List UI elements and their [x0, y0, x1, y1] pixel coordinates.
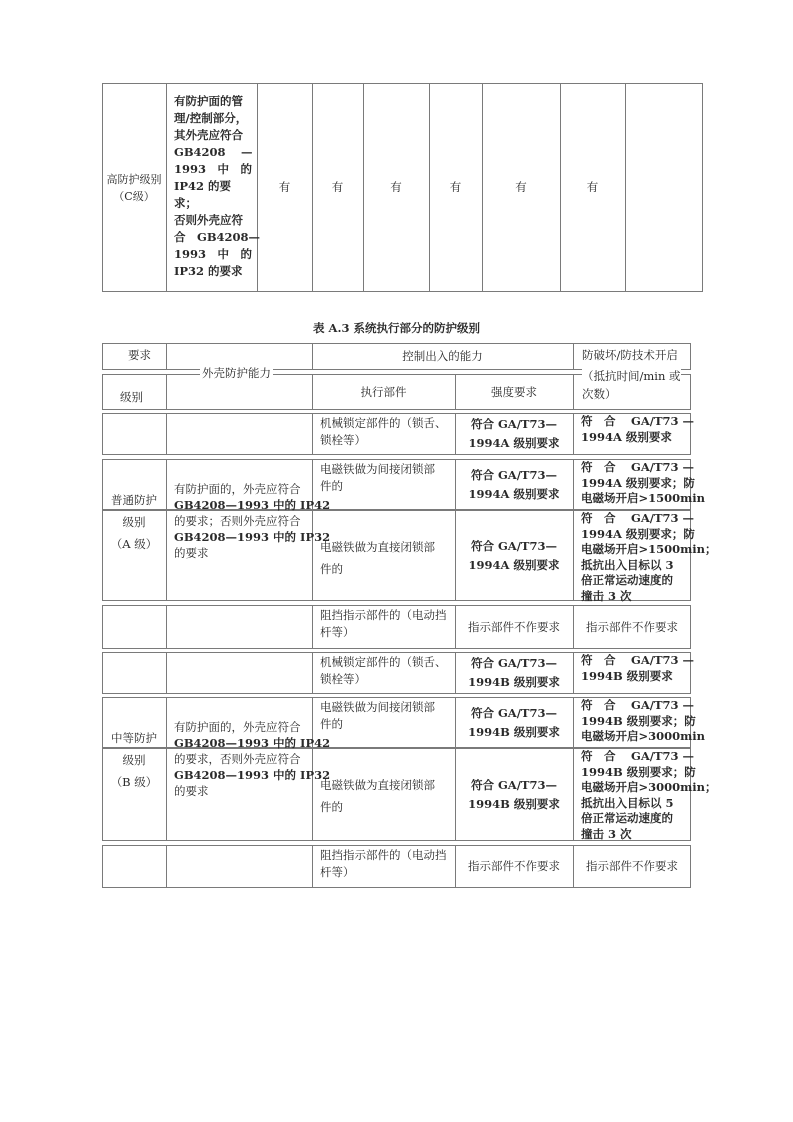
text-line: 的要求；否则外壳应符合 — [174, 514, 301, 528]
column-divider — [312, 652, 313, 694]
anti-damage-cell — [581, 460, 706, 507]
text-line: 1994B 级别要求；防 — [581, 713, 696, 728]
value-cell: 有 — [278, 180, 291, 194]
column-divider — [312, 413, 313, 455]
text-line: 1994A 级别要求 — [468, 486, 560, 501]
level-label: 级别 — [122, 753, 146, 767]
text-line: 电磁铁做为间接闭锁部 — [320, 462, 435, 476]
header-control-io: 控制出入的能力 — [402, 349, 483, 363]
text-line: 1994B 级别要求 — [468, 724, 560, 739]
level-cell — [102, 489, 166, 555]
level-grade: （C级） — [113, 189, 155, 203]
column-divider — [312, 605, 313, 649]
column-divider — [573, 510, 574, 601]
actuator-cell — [320, 461, 451, 495]
text-line: 锁栓等） — [320, 672, 366, 686]
text-line: 1994A 级别要求；防 — [581, 526, 695, 541]
text-line: 1994B 级别要求 — [581, 668, 673, 683]
strength-cell — [455, 652, 573, 694]
anti-damage-cell — [573, 605, 691, 649]
text-line: 符 合 GA/T73 — — [581, 749, 695, 763]
text-line: 电磁铁做为直接闭锁部 — [320, 778, 435, 792]
text-line: 倍正常运动速度的 — [581, 811, 673, 825]
text-line: 指示部件不作要求 — [468, 619, 560, 634]
text-line: 杆等） — [320, 865, 355, 879]
text-line: 符合 GA/T73— — [470, 777, 557, 792]
text-line: GB4208—1993 中的 IP42 — [174, 498, 331, 512]
value-cell: 有 — [449, 180, 462, 194]
level-cell — [102, 727, 166, 793]
text-line: 符 合 GA/T73 — — [581, 511, 695, 525]
text-line: 指示部件不作要求 — [468, 859, 560, 873]
column-divider — [166, 343, 167, 370]
text-line: 有防护面的，外壳应符合 — [174, 720, 301, 734]
column-divider — [166, 374, 167, 410]
housing-cell — [174, 719, 331, 799]
text-line: 的要求，否则外壳应符合 — [174, 752, 301, 766]
header-strength: 强度要求 — [491, 384, 537, 399]
text-line: 倍正常运动速度的 — [581, 573, 673, 587]
strength-cell — [455, 697, 573, 748]
text-line: GB4208—1993 中的 IP32 — [174, 768, 331, 782]
text-line: 杆等） — [320, 625, 355, 639]
text-line: 的要求 — [174, 784, 209, 798]
column-divider — [573, 374, 574, 410]
housing-cell — [174, 481, 331, 561]
level-label: （A 级） — [110, 537, 158, 551]
housing-line: 否则外壳应符 — [174, 213, 243, 227]
housing-line: 合 GB4208— — [174, 230, 261, 244]
text-line: 件的 — [320, 562, 343, 576]
column-divider — [166, 459, 167, 510]
text-line: 撞击 3 次 — [581, 588, 632, 603]
housing-line: IP32 的要求 — [174, 264, 243, 278]
strength-cell — [455, 413, 573, 455]
value-cell: 有 — [331, 180, 344, 194]
text-line: 有防护面的，外壳应符合 — [174, 482, 301, 496]
text-line: 1994B 级别要求 — [468, 796, 560, 811]
text-line: 1994A 级别要求 — [468, 436, 560, 450]
column-divider — [166, 83, 167, 292]
text-line: 件的 — [320, 717, 343, 731]
table-caption: 表 A.3 系统执行部分的防护级别 — [313, 321, 480, 335]
strength-cell — [455, 845, 573, 888]
level-label: 高防护级别 — [106, 172, 162, 186]
anti-damage-cell — [581, 698, 706, 745]
text-line: 符 合 GA/T73 — — [581, 460, 695, 474]
text-line: 符合 GA/T73— — [470, 705, 557, 720]
column-divider — [573, 697, 574, 748]
column-divider — [312, 748, 313, 841]
column-divider — [166, 510, 167, 601]
text-line: 电磁场开启>3000min； — [581, 780, 717, 794]
text-line: 电磁铁做为间接闭锁部 — [320, 700, 435, 714]
header-anti-damage-3: 次数） — [582, 387, 617, 401]
actuator-cell — [320, 415, 451, 449]
text-line: 电磁场开启>1500min； — [581, 542, 717, 556]
housing-line: 其外壳应符合 — [174, 128, 243, 142]
text-line: 电磁铁做为直接闭锁部 — [320, 540, 435, 554]
column-divider — [166, 748, 167, 841]
text-line: 1994B 级别要求；防 — [581, 764, 696, 779]
text-line: 符 合 GA/T73 — — [581, 653, 695, 667]
text-line: 电磁场开启>1500min — [581, 491, 706, 505]
text-line: 机械锁定部件的（锁舌、 — [320, 416, 447, 430]
header-anti-damage-2: （抵抗时间/min 或 — [582, 369, 681, 383]
level-cell — [102, 83, 166, 292]
text-line: 抵抗出入目标以 3 — [581, 557, 674, 572]
column-divider — [166, 845, 167, 888]
header-anti-damage-1: 防破坏/防技术开启 — [582, 348, 678, 362]
column-divider — [573, 343, 574, 370]
text-line: 指示部件不作要求 — [586, 859, 678, 873]
column-divider — [166, 697, 167, 748]
header-level: 级别 — [120, 390, 143, 404]
housing-line: 理/控制部分， — [174, 111, 248, 125]
text-line: 符合 GA/T73— — [470, 417, 557, 431]
text-line: 1994B 级别要求 — [468, 675, 560, 689]
anti-damage-cell — [581, 749, 717, 842]
value-cell: 有 — [586, 180, 599, 194]
column-divider — [312, 510, 313, 601]
text-line: 的要求 — [174, 546, 209, 560]
text-line: 件的 — [320, 800, 343, 814]
housing-line: 1993 中 的 — [174, 162, 253, 176]
anti-damage-cell — [581, 653, 695, 684]
actuator-cell — [320, 847, 451, 881]
anti-damage-cell — [581, 414, 695, 445]
actuator-cell — [320, 607, 451, 641]
text-line: 1994A 级别要求 — [581, 429, 672, 444]
level-label: 级别 — [122, 515, 146, 529]
column-divider — [573, 652, 574, 694]
column-divider — [573, 413, 574, 455]
header-actuator: 执行部件 — [360, 384, 407, 399]
header-housing: 外壳防护能力 — [202, 366, 271, 380]
strength-cell — [455, 459, 573, 510]
level-label: （B 级） — [110, 775, 158, 789]
strength-cell — [455, 510, 573, 601]
text-line: 1994A 级别要求；防 — [581, 475, 695, 490]
text-line: 抵抗出入目标以 5 — [581, 795, 674, 810]
actuator-cell — [320, 699, 451, 733]
actuator-cell — [320, 654, 451, 688]
housing-line: GB4208 — — [174, 145, 253, 159]
level-label: 中等防护 — [111, 731, 157, 745]
column-divider — [166, 652, 167, 694]
text-line: 电磁场开启>3000min — [581, 729, 706, 743]
text-line: 符合 GA/T73— — [470, 538, 557, 553]
column-divider — [166, 413, 167, 455]
column-divider — [166, 605, 167, 649]
text-line: 机械锁定部件的（锁舌、 — [320, 655, 447, 669]
text-line: 1994A 级别要求 — [468, 557, 560, 572]
strength-cell — [455, 605, 573, 649]
housing-line: 有防护面的管 — [174, 94, 243, 108]
text-line: 阻挡指示部件的（电动挡 — [320, 608, 447, 622]
text-line: 符 合 GA/T73 — — [581, 698, 695, 712]
actuator-cell — [320, 774, 451, 818]
column-divider — [312, 845, 313, 888]
level-label: 普通防护 — [111, 493, 157, 507]
text-line: 撞击 3 次 — [581, 826, 632, 841]
anti-damage-cell — [581, 511, 717, 604]
housing-line: 1993 中 的 — [174, 247, 253, 261]
text-line: 锁栓等） — [320, 433, 366, 447]
actuator-cell — [320, 536, 451, 580]
housing-line: IP42 的要求； — [174, 179, 232, 210]
text-line: 指示部件不作要求 — [586, 619, 678, 634]
text-line: GB4208—1993 中的 IP32 — [174, 530, 331, 544]
text-line: 件的 — [320, 479, 343, 493]
text-line: 符合 GA/T73— — [470, 656, 557, 670]
column-divider — [573, 748, 574, 841]
column-divider — [573, 459, 574, 510]
housing-cell — [174, 93, 261, 280]
text-line: 阻挡指示部件的（电动挡 — [320, 848, 447, 862]
text-line: 符合 GA/T73— — [470, 467, 557, 482]
text-line: GB4208—1993 中的 IP42 — [174, 736, 331, 750]
value-cell: 有 — [515, 180, 527, 194]
strength-cell — [455, 748, 573, 841]
value-cell: 有 — [390, 180, 402, 194]
value-cell — [625, 83, 703, 292]
header-requirement: 要求 — [128, 348, 151, 362]
text-line: 符 合 GA/T73 — — [581, 414, 695, 428]
anti-damage-cell — [573, 845, 691, 888]
